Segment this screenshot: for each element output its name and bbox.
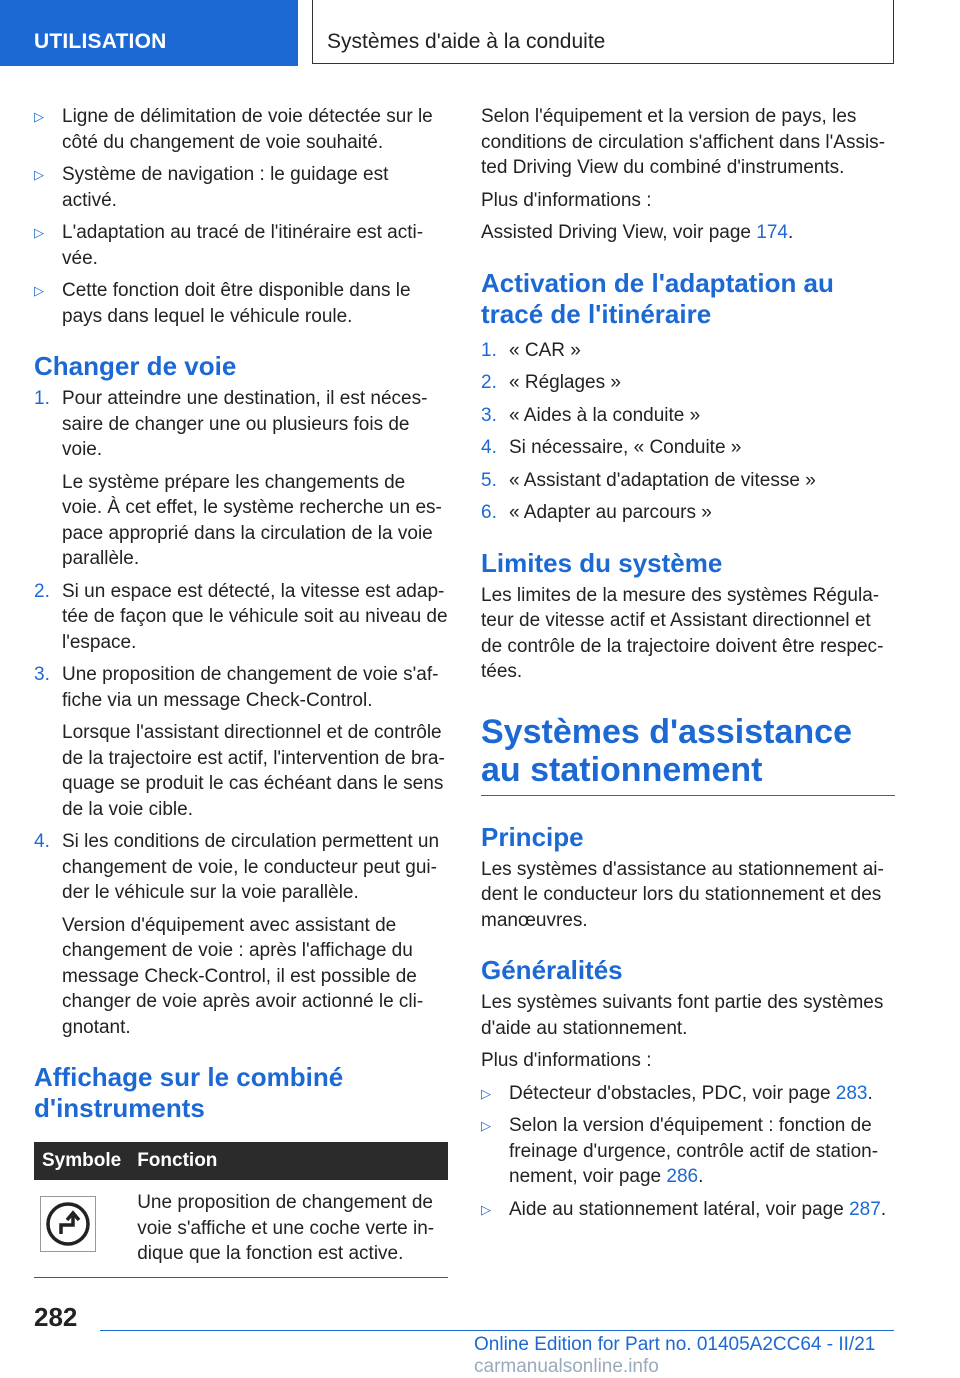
list-item: ▷ Système de navigation : le guidage est activé. [34,164,389,211]
list-item: ▷ Ligne de délimitation de voie détectée sur le côté du changement de voie souhaité. [34,106,433,153]
more-info-label: Plus d'informations : [481,1050,652,1071]
list-item: ▷ L'adaptation au tracé de l'itinéraire est activée. [34,222,424,269]
intro-paragraph: Selon l'équipement et la version de pays, les conditions de circulation s'affichent dans l'Assisted Driving View du combiné d'instruments. [481,106,886,178]
section-title-activation: Activation de l'adaptation au tracé de l'itinéraire [481,267,834,329]
left-column [34,104,448,1278]
list-item: 3. « Aides à la conduite » [481,404,701,426]
page-link[interactable]: 174 [756,222,788,243]
page-link[interactable]: 287 [849,1198,881,1220]
list-item: 2. « Réglages » [481,372,621,393]
page-link[interactable]: 283 [835,1082,868,1104]
list-item: 3. Une proposition de changement de voie s'affiche via un message Check-Control. Lorsque l'assistant directionnel et de contrôle de la trajectoire est actif, l'intervention de braquage se produit le cas échéant dans le sens de la voie cible. [34,664,445,820]
table-header-symbol: Symbole [34,1142,129,1180]
list-item: 4. Si les conditions de circulation permettent un changement de voie, le conducteur peut guider le véhicule sur la voie parallèle. Version d'équipement avec assistant de changement de voie : après l'affichage du message Check-Control, il est possible de changer de voie après avoir actionné le clignotant. [34,831,440,1038]
list-item: 4. Si nécessaire, « Conduite » [481,437,742,458]
principe-paragraph: Les systèmes d'assistance au stationnement aident le conducteur lors du stationnement et des manœuvres. [481,858,884,931]
list-item: 1. Pour atteindre une destination, il est nécessaire de changer une ou plusieurs fois de voie. Le système prépare les changements de voie. À cet effet, le système recherche un espace approprié dans la circulation de la voie parallèle. [34,388,442,569]
right-column [481,104,895,1229]
header-section-tab [0,0,298,66]
section-title-affichage: Affichage sur le combiné d'instruments [34,1062,344,1123]
section-title-changer-voie: Changer de voie [34,351,237,381]
table-cell-function: Une proposition de changement de voie s'affiche et une coche verte indique que la fonction est active. [129,1180,448,1277]
section-title-limites: Limites du système [481,547,723,578]
triangle-bullet-icon: ▷ [481,1201,491,1217]
list-item: ▷ Cette fonction doit être disponible dans le pays dans lequel le véhicule roule. [34,280,411,327]
list-item: 5. « Assistant d'adaptation de vitesse » [481,469,816,491]
triangle-bullet-icon: ▷ [481,1118,491,1133]
chapter-title-stationnement: Systèmes d'assistance au stationnement [481,712,852,789]
triangle-bullet-icon: ▷ [34,225,44,240]
page-link[interactable]: 286 [666,1166,699,1187]
triangle-bullet-icon: ▷ [34,283,44,298]
symbol-table [34,1142,448,1278]
header-section-label: UTILISATION [34,30,167,53]
footer-rule [100,1330,894,1331]
adv-reference: Assisted Driving View, voir page 174. [481,222,794,243]
header-chapter-label: Systèmes d'aide à la conduite [327,30,606,53]
section-title-generalites: Généralités [481,955,623,985]
lane-change-arrow-icon [40,1196,96,1252]
triangle-bullet-icon: ▷ [34,167,44,182]
footer-edition: Online Edition for Part no. 01405A2CC64 - II/21 carmanualsonline.info [474,1334,876,1377]
limites-paragraph: Les limites de la mesure des systèmes Régulateur de vitesse actif et Assistant directionnel et de contrôle de la trajectoire doivent être respectées. [481,584,884,682]
triangle-bullet-icon: ▷ [481,1085,491,1101]
chapter-title-block [481,713,895,796]
list-item: ▷ Selon la version d'équipement : fonction de freinage d'urgence, contrôle actif de stationnement, voir page 286. [481,1115,879,1187]
list-item: 6. « Adapter au parcours » [481,502,712,523]
section-title-principe: Principe [481,821,584,852]
triangle-bullet-icon: ▷ [34,109,44,124]
list-item: ▷ Détecteur d'obstacles, PDC, voir page 283. [481,1081,895,1107]
list-item: ▷ Aide au stationnement latéral, voir page 287. [481,1197,895,1223]
table-header-function: Fonction [129,1142,448,1180]
generalites-paragraph: Les systèmes suivants font partie des systèmes d'aide au stationnement. [481,992,884,1039]
page-number: 282 [34,1302,78,1332]
header-chapter-box [312,0,894,64]
list-item: 1. « CAR » [481,339,581,361]
list-item: 2. Si un espace est détecté, la vitesse est adaptée de façon que le véhicule soit au niveau de l'espace. [34,580,448,653]
more-info-label: Plus d'informations : [481,189,652,211]
table-row [34,1180,448,1277]
watermark: carmanualsonline.info [474,1356,659,1377]
